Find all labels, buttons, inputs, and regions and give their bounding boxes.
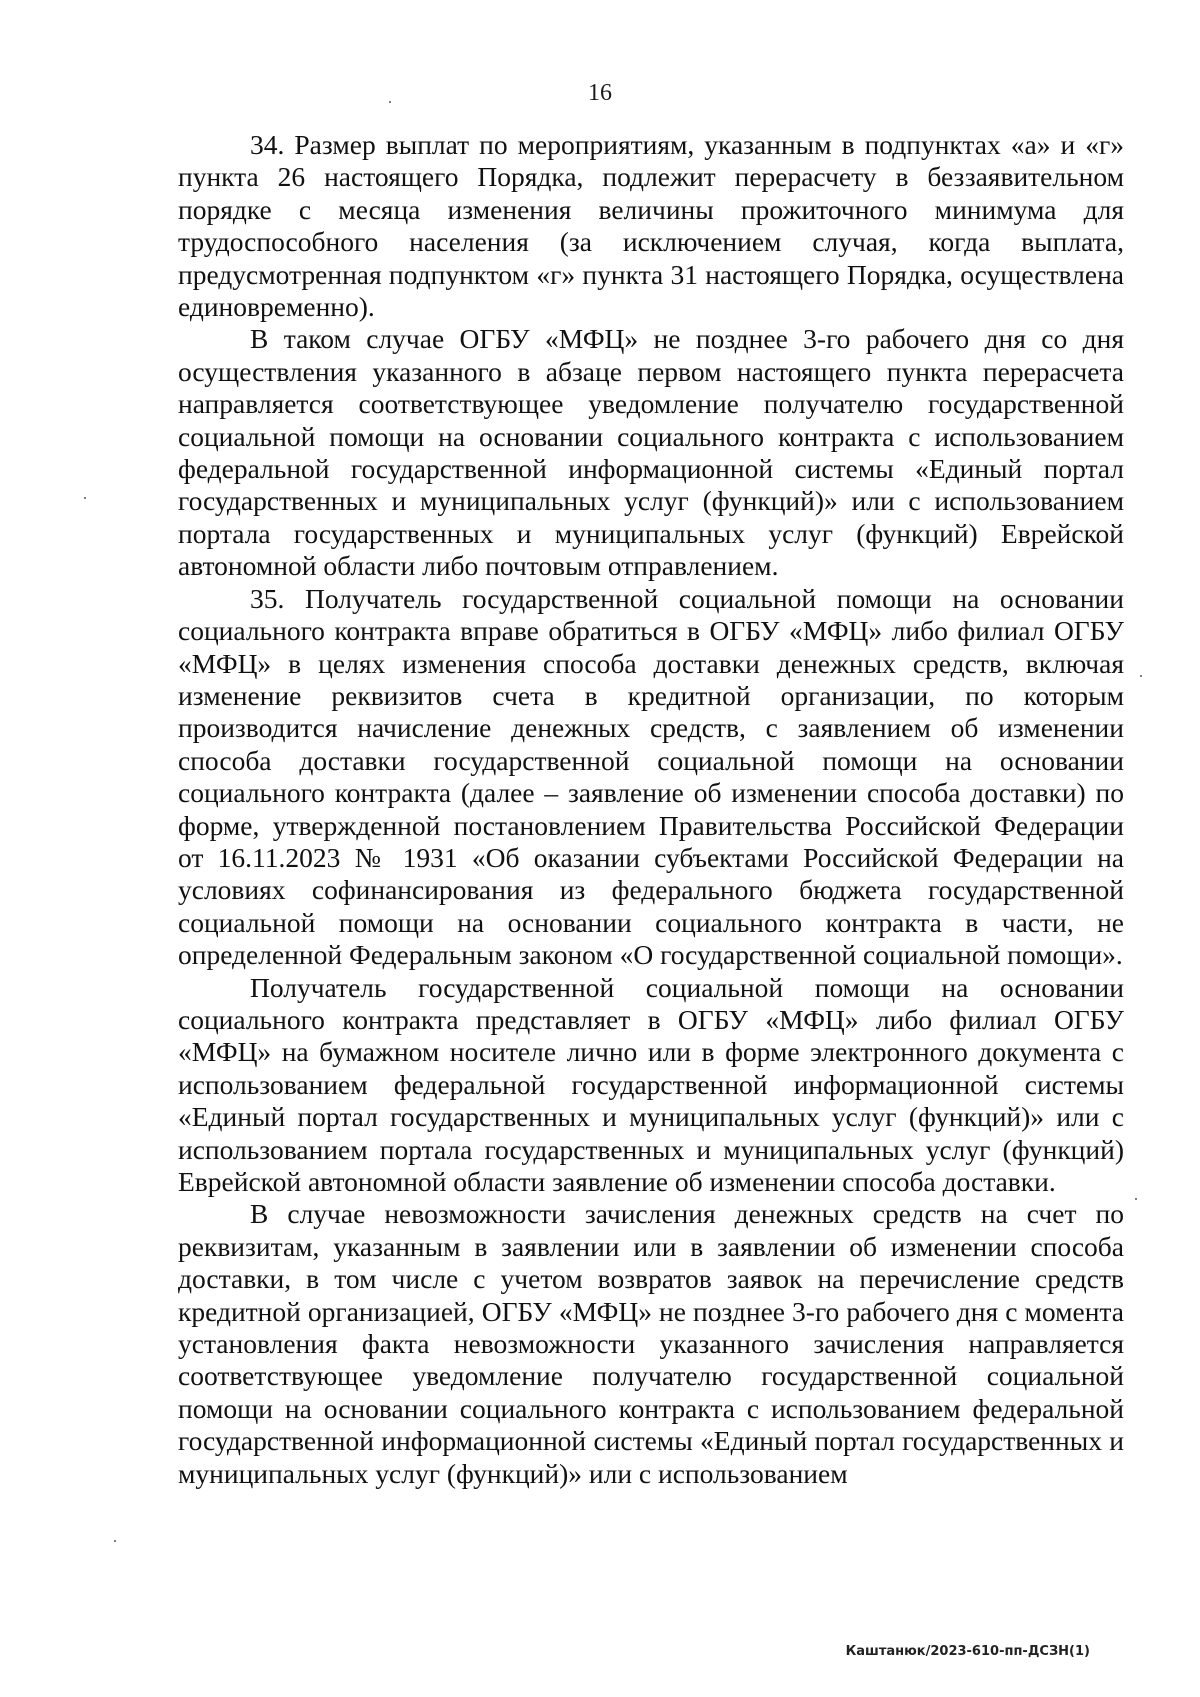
paragraph-34-notification: В таком случае ОГБУ «МФЦ» не позднее 3-го рабочего дня со дня осуществления указанного в абзаце первом настоящего пункта перерасчета направляется соответствующее уведомление получателю государственной социальной помощи на основании социального контракта с использованием федеральной государственной информационной системы «Единый портал государственных и муниципальных услуг (функций)» или с использованием портала государственных и муниципальных услуг (функций) Еврейской автономной области либо почтовым отправлением. — [178, 323, 1124, 582]
document-reference-code: Каштанюк/2023-610-пп-ДСЗН(1) — [845, 1644, 1090, 1659]
scan-speck — [1140, 675, 1142, 677]
scan-speck — [1135, 1198, 1137, 1200]
paragraph-35-failure: В случае невозможности зачисления денежных средств на счет по реквизитам, указанным в заявлении или в заявлении об изменении способа доставки, в том числе с учетом возвратов заявок на перечисление средств кредитной организацией, ОГБУ «МФЦ» не позднее 3-го рабочего дня с момента установления факта невозможности указанного зачисления направляется соответствующее уведомление получателю государственной социальной помощи на основании социального контракта с использованием федеральной государственной информационной системы «Единый портал государственных и муниципальных услуг (функций)» или с использованием — [178, 1198, 1124, 1489]
paragraph-35: 35. Получатель государственной социальной помощи на основании социального контракта вправе обратиться в ОГБУ «МФЦ» либо филиал ОГБУ «МФЦ» в целях изменения способа доставки денежных средств, включая изменение реквизитов счета в кредитной организации, по которым производится начисление денежных средств, с заявлением об изменении способа доставки государственной социальной помощи на основании социального контракта (далее – заявление об изменении способа доставки) по форме, утвержденной постановлением Правительства Российской Федерации от 16.11.2023 № 1931 «Об оказании субъектами Российской Федерации на условиях софинансирования из федерального бюджета государственной социальной помощи на основании социального контракта в части, не определенной Федеральным законом «О государственной социальной помощи». — [178, 582, 1124, 971]
document-body — [178, 129, 1124, 1490]
scan-speck — [84, 497, 86, 499]
scan-speck — [389, 101, 391, 103]
paragraph-35-submission: Получатель государственной социальной помощи на основании социального контракта представляет в ОГБУ «МФЦ» либо филиал ОГБУ «МФЦ» на бумажном носителе лично или в форме электронного документа с использованием федеральной государственной информационной системы «Единый портал государственных и муниципальных услуг (функций)» или с использованием портала государственных и муниципальных услуг (функций) Еврейской автономной области заявление об изменении способа доставки. — [178, 971, 1124, 1197]
page-number: 16 — [588, 80, 612, 106]
scan-speck — [114, 1540, 116, 1542]
paragraph-34: 34. Размер выплат по мероприятиям, указанным в подпунктах «а» и «г» пункта 26 настоящего Порядка, подлежит перерасчету в беззаявительном порядке с месяца изменения величины прожиточного минимума для трудоспособного населения (за исключением случая, когда выплата, предусмотренная подпунктом «г» пункта 31 настоящего Порядка, осуществлена единовременно). — [178, 129, 1124, 323]
